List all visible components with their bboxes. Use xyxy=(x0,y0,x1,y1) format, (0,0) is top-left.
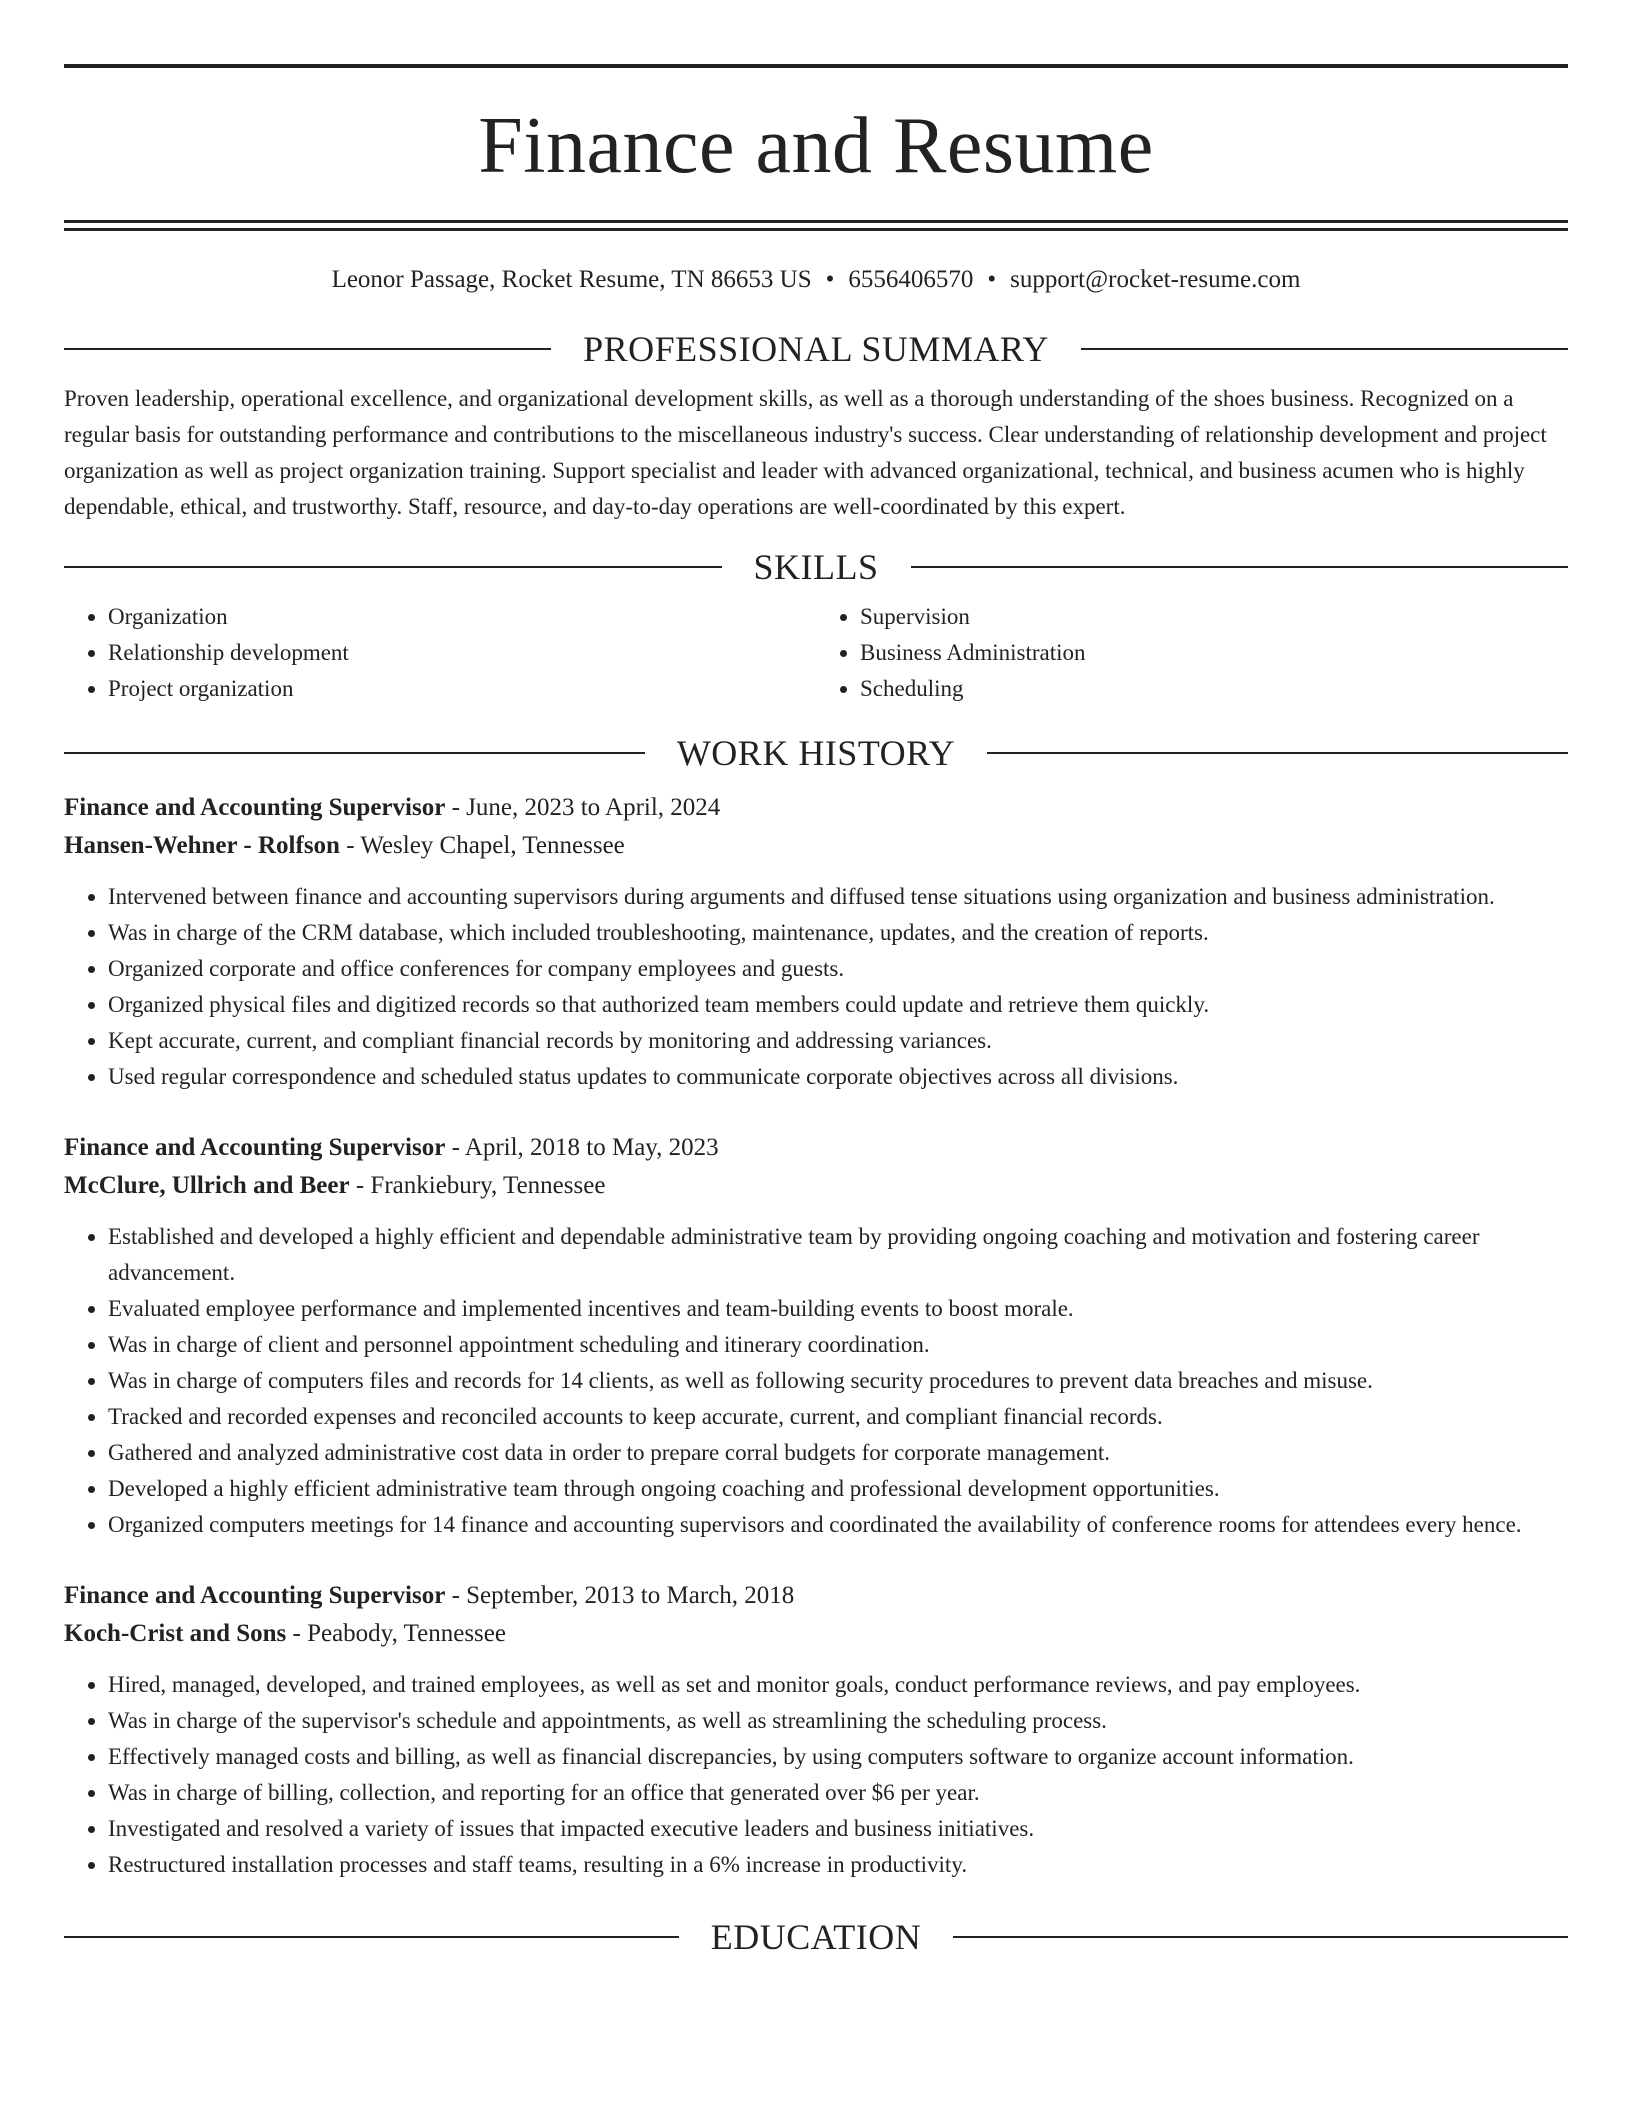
job-title: Finance and Accounting Supervisor xyxy=(64,1582,446,1609)
job-bullet: • Evaluated employee performance and implemented incentives and team-building events to boost morale. xyxy=(108,1291,1568,1327)
job-company-line xyxy=(64,827,1568,865)
heading-rule xyxy=(64,1936,679,1938)
skill-item: • Supervision xyxy=(860,599,1568,635)
contact-line xyxy=(64,265,1568,295)
job-entry xyxy=(64,789,1568,1095)
job-bullet: • Organized physical files and digitized records so that authorized team members could update and retrieve them quickly. xyxy=(108,987,1568,1023)
heading-rule xyxy=(911,566,1569,568)
resume-page xyxy=(64,64,1568,1955)
job-bullet: • Organized computers meetings for 14 finance and accounting supervisors and coordinated the availability of conference rooms for attendees every hence. xyxy=(108,1507,1568,1543)
job-bullet: • Effectively managed costs and billing, as well as financial discrepancies, by using computers software to organize account information. xyxy=(108,1739,1568,1775)
job-company-line xyxy=(64,1615,1568,1653)
job-bullet: • Intervened between finance and accounting supervisors during arguments and diffused tense situations using organization and business administration. xyxy=(108,879,1568,915)
contact-separator: • xyxy=(987,266,997,293)
job-company: Koch-Crist and Sons xyxy=(64,1620,287,1647)
job-bullet: • Hired, managed, developed, and trained employees, as well as set and monitor goals, conduct performance reviews, and pay employees. xyxy=(108,1667,1568,1703)
job-company-line xyxy=(64,1167,1568,1205)
education-heading-title: EDUCATION xyxy=(710,1917,922,1957)
job-bullet: • Organized corporate and office conferences for company employees and guests. xyxy=(108,951,1568,987)
job-title: Finance and Accounting Supervisor xyxy=(64,1134,446,1161)
job-company: McClure, Ullrich and Beer xyxy=(64,1172,350,1199)
job-bullet: • Was in charge of client and personnel appointment scheduling and itinerary coordination. xyxy=(108,1327,1568,1363)
top-rule xyxy=(64,64,1568,68)
job-location: - Frankiebury, Tennessee xyxy=(349,1172,606,1199)
job-title-line xyxy=(64,789,1568,827)
job-company: Hansen-Wehner - Rolfson xyxy=(64,832,340,859)
job-bullets xyxy=(64,1667,1568,1883)
job-bullet: • Established and developed a highly efficient and dependable administrative team by providing ongoing coaching and motivation and fostering career advancement. xyxy=(108,1219,1568,1291)
job-bullet: • Investigated and resolved a variety of issues that impacted executive leaders and business initiatives. xyxy=(108,1811,1568,1847)
skill-item: • Relationship development xyxy=(108,635,816,671)
heading-rule xyxy=(64,752,645,754)
contact-address: Leonor Passage, Rocket Resume, TN 86653 US xyxy=(331,266,812,293)
heading-rule xyxy=(987,752,1568,754)
skills-list xyxy=(64,599,1568,707)
job-location: - Peabody, Tennessee xyxy=(286,1620,506,1647)
heading-rule xyxy=(953,1936,1568,1938)
job-dates: - September, 2013 to March, 2018 xyxy=(445,1582,795,1609)
job-bullets xyxy=(64,1219,1568,1543)
skills-heading-title: SKILLS xyxy=(753,547,879,587)
skills-column-right xyxy=(816,599,1568,707)
resume-name: Finance and Resume xyxy=(478,102,1154,190)
skill-item: • Organization xyxy=(108,599,816,635)
job-entry xyxy=(64,1577,1568,1883)
job-bullet: • Was in charge of the CRM database, which included troubleshooting, maintenance, updates, and the creation of reports. xyxy=(108,915,1568,951)
heading-rule xyxy=(64,566,722,568)
summary-heading xyxy=(64,331,1568,367)
skills-column-left xyxy=(64,599,816,707)
job-bullet: • Developed a highly efficient administrative team through ongoing coaching and professional development opportunities. xyxy=(108,1471,1568,1507)
work-heading-title: WORK HISTORY xyxy=(676,733,956,773)
contact-separator: • xyxy=(825,266,835,293)
work-heading xyxy=(64,735,1568,771)
job-bullet: • Tracked and recorded expenses and reconciled accounts to keep accurate, current, and compliant financial records. xyxy=(108,1399,1568,1435)
job-title-line xyxy=(64,1129,1568,1167)
skill-item: • Business Administration xyxy=(860,635,1568,671)
job-title-line xyxy=(64,1577,1568,1615)
job-bullet: • Kept accurate, current, and compliant financial records by monitoring and addressing variances. xyxy=(108,1023,1568,1059)
header-double-rule xyxy=(64,220,1568,231)
job-title: Finance and Accounting Supervisor xyxy=(64,794,446,821)
summary-text: Proven leadership, operational excellence, and organizational development skills, as well as a thorough understanding of the shoes business. Recognized on a regular basis for outstanding performance and contributions to the miscellaneous industry's success. Clear understanding of relationship development and project organization as well as project organization training. Support specialist and leader with advanced organizational, technical, and business acumen who is highly dependable, ethical, and trustworthy. Staff, resource, and day-to-day operations are well-coordinated by this expert. xyxy=(64,386,1547,519)
job-dates: - June, 2023 to April, 2024 xyxy=(445,794,721,821)
education-heading xyxy=(64,1919,1568,1955)
heading-rule xyxy=(64,348,551,350)
job-bullet: • Gathered and analyzed administrative cost data in order to prepare corral budgets for corporate management. xyxy=(108,1435,1568,1471)
job-bullet: • Was in charge of billing, collection, and reporting for an office that generated over $6 per year. xyxy=(108,1775,1568,1811)
job-bullets xyxy=(64,879,1568,1095)
job-bullet: • Was in charge of computers files and records for 14 clients, as well as following security procedures to prevent data breaches and misuse. xyxy=(108,1363,1568,1399)
skill-item: • Scheduling xyxy=(860,671,1568,707)
job-bullet: • Was in charge of the supervisor's schedule and appointments, as well as streamlining the scheduling process. xyxy=(108,1703,1568,1739)
job-location: - Wesley Chapel, Tennessee xyxy=(339,832,625,859)
contact-email: support@rocket-resume.com xyxy=(1010,266,1301,293)
skills-heading xyxy=(64,549,1568,585)
job-dates: - April, 2018 to May, 2023 xyxy=(445,1134,719,1161)
skill-item: • Project organization xyxy=(108,671,816,707)
contact-phone: 6556406570 xyxy=(848,266,974,293)
job-entry xyxy=(64,1129,1568,1543)
summary-heading-title: PROFESSIONAL SUMMARY xyxy=(583,329,1049,369)
job-bullet: • Used regular correspondence and scheduled status updates to communicate corporate objectives across all divisions. xyxy=(108,1059,1568,1095)
job-bullet: • Restructured installation processes and staff teams, resulting in a 6% increase in productivity. xyxy=(108,1847,1568,1883)
heading-rule xyxy=(1081,348,1568,350)
